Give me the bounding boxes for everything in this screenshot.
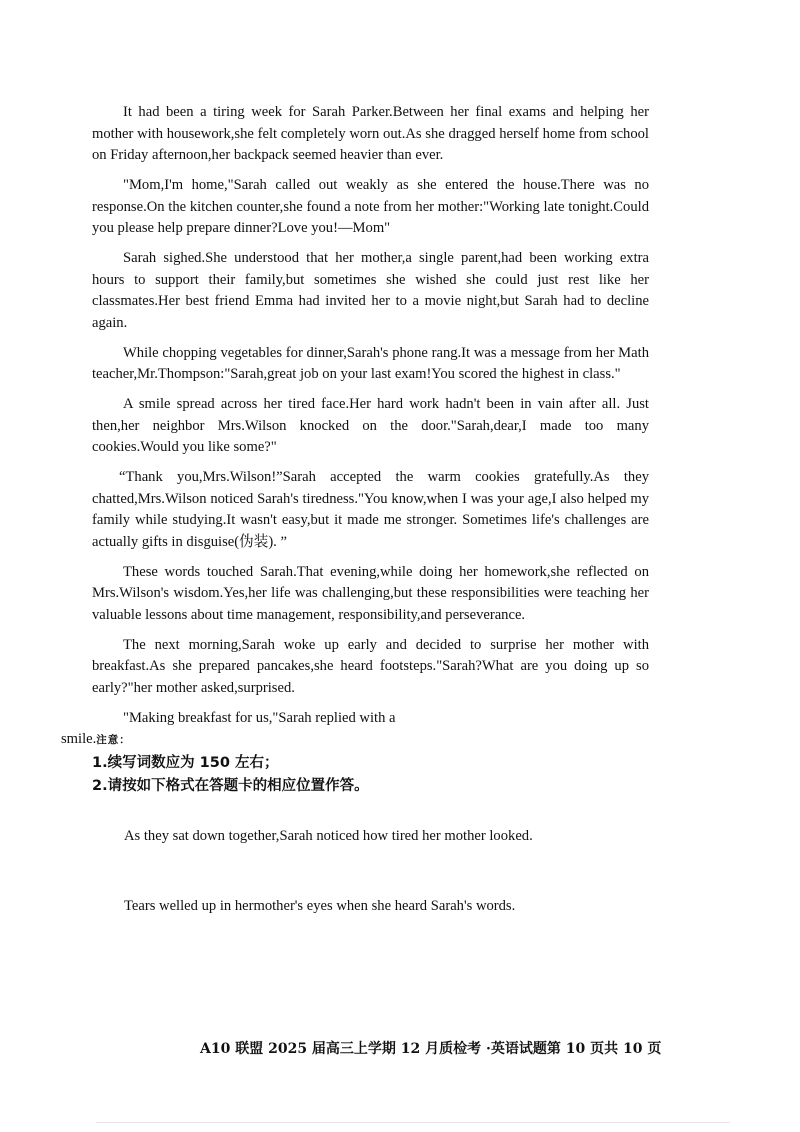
smile-note-line — [61, 729, 649, 752]
story-paragraph-2: "Mom,I'm home,"Sarah called out weakly as she entered the house.There was no response.On the kitchen counter,she found a note from her mother:"Working late tonight.Could you please help prepare dinner?Love you!—Mom" — [92, 177, 649, 236]
smile-word: smile. — [61, 731, 97, 747]
continuation-prompt-1: As they sat down together,Sarah noticed how tired her mother looked. — [124, 828, 533, 844]
story-paragraph-7: These words touched Sarah.That evening,while doing her homework,she reflected on Mrs.Wilson's wisdom.Yes,her life was challenging,but these responsibilities were teaching her valuable lessons about time management, responsibility,and perseverance. — [92, 563, 649, 623]
continuation-prompt-2: Tears welled up in hermother's eyes when she heard Sarah's words. — [124, 898, 516, 914]
story-paragraph-5: A smile spread across her tired face.Her hard work hadn't been in vain after all. Just then,her neighbor Mrs.Wilson knocked on the door."Sarah,dear,I made too many cookies.Would you like some?" — [92, 396, 649, 455]
story-paragraph-4: While chopping vegetables for dinner,Sarah's phone rang.It was a message from her Math teacher,Mr.Thompson:"Sarah,great job on your last exam!You scored the highest in class." — [92, 344, 649, 382]
note-label: 注意： — [96, 734, 131, 746]
story-paragraph-8: The next morning,Sarah woke up early and decided to surprise her mother with breakfast.As she prepared pancakes,she heard footsteps."Sarah?What are you doing up so early?"her mother asked,surprised. — [92, 636, 649, 696]
story-paragraph-3: Sarah sighed.She understood that her mother,a single parent,had been working extra hours to support their family,but sometimes she wished she could just rest like her classmates.Her best friend Emma had invited her to a movie night,but Sarah had to decline again. — [92, 250, 649, 331]
instruction-2: 2.请按如下格式在答题卡的相应位置作答。 — [92, 777, 369, 794]
story-paragraph-1: It had been a tiring week for Sarah Parker.Between her final exams and helping her mother with housework,she felt completely worn out.As she dragged herself home from school on Friday afternoon,her backpack seemed heavier than ever. — [92, 104, 649, 163]
story-paragraph-6: “Thank you,Mrs.Wilson!”Sarah accepted the warm cookies gratefully.As they chatted,Mrs.Wilson noticed Sarah's tiredness."You know,when I was your age,I also helped my family while studying.It wasn't easy,but it made me stronger. Sometimes life's challenges are actually gifts in disguise(伪装). ” — [92, 469, 649, 550]
instruction-1: 1.续写词数应为 150 左右； — [92, 754, 279, 771]
story-text — [61, 102, 649, 798]
bottom-divider — [96, 1122, 730, 1123]
page-footer: A10 联盟 2025 届高三上学期 12 月质检考 ·英语试题第 10 页共 10 页 — [200, 1041, 662, 1057]
story-last-line: "Making breakfast for us,"Sarah replied with a — [123, 709, 396, 726]
